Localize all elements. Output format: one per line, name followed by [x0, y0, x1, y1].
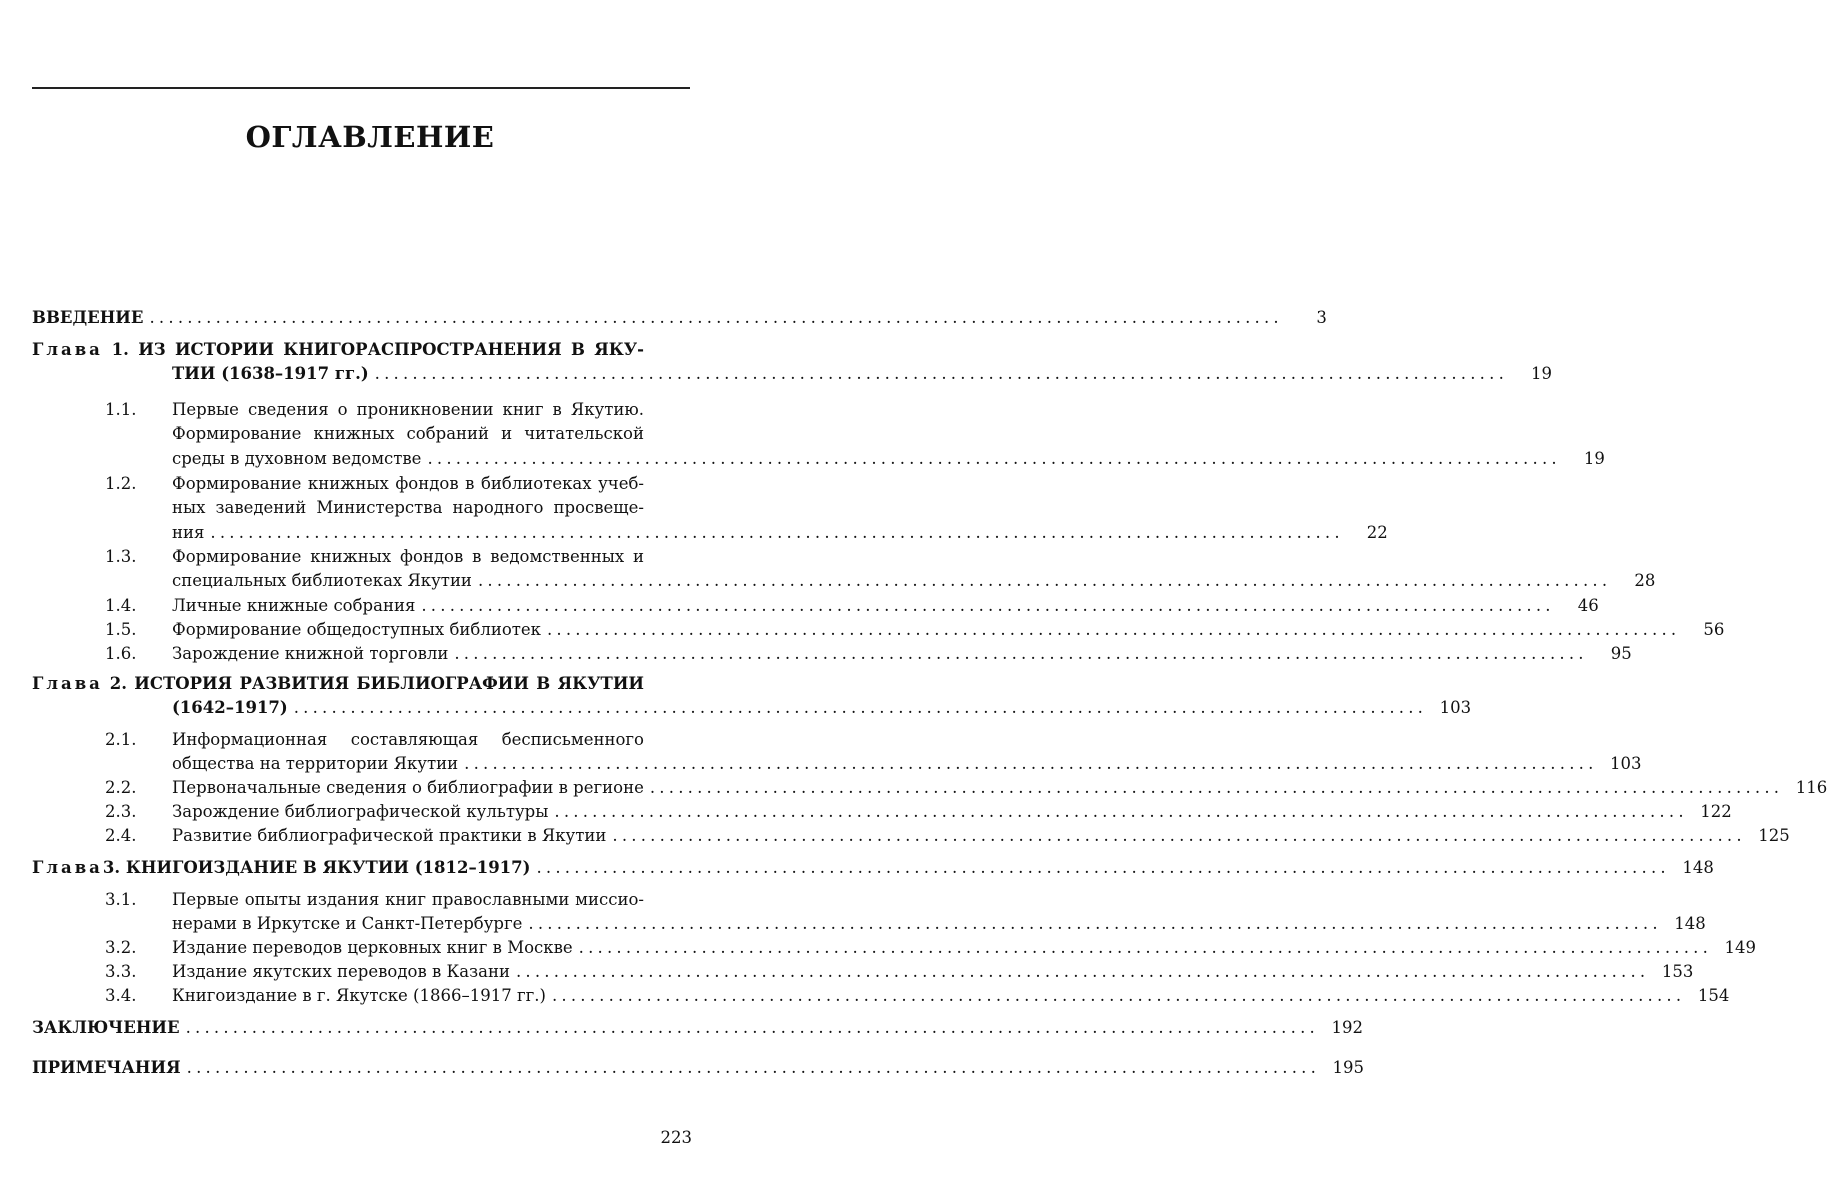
page-title: ОГЛАВЛЕНИЕ [245, 120, 495, 154]
toc-entry-number: 1.3. [105, 547, 137, 566]
toc-entry-line [32, 306, 1327, 330]
toc-entry-line [32, 824, 1790, 848]
toc-entry[interactable] [32, 984, 1730, 1008]
chapter-prefix: Глава [32, 340, 103, 359]
toc-entry[interactable] [32, 338, 1553, 387]
toc-entry-text: Формирование книжных фондов в библиотеках учеб- [172, 474, 644, 493]
toc-entry-number: 1.5. [105, 620, 137, 639]
dot-leader: ........................................................................................................................ [421, 596, 1555, 615]
toc-page-number: 192 [1331, 1018, 1363, 1037]
toc-entry[interactable] [32, 728, 1642, 777]
toc-entry-text: Личные книжные собрания [172, 596, 416, 615]
toc-entry-line [32, 338, 644, 362]
toc-entry-line [32, 472, 644, 496]
toc-entry-line [32, 1056, 1365, 1080]
toc-page-number: 46 [1577, 596, 1599, 615]
toc-page-number: 3 [1316, 308, 1327, 327]
toc-entry-text: среды в духовном ведомстве [172, 448, 422, 468]
dot-leader: ........................................................................................................................ [528, 914, 1662, 934]
toc-entry-line [32, 672, 644, 696]
toc-entry-line [32, 936, 1757, 960]
toc-entry-text: 1. ИЗ ИСТОРИИ КНИГОРАСПРОСТРАНЕНИЯ В ЯКУ- [111, 340, 644, 359]
dot-leader: ........................................................................................................................ [427, 448, 1561, 468]
toc-entry-line [32, 642, 1632, 666]
toc-entry-line [32, 696, 1472, 720]
toc-entry[interactable] [32, 824, 1790, 848]
toc-entry-line [32, 856, 1714, 880]
toc-entry-number: 3.4. [105, 986, 137, 1005]
toc-entry-text: специальных библиотеках Якутии [172, 571, 472, 591]
toc-entry[interactable] [32, 642, 1632, 666]
toc-page-number: 195 [1332, 1058, 1365, 1077]
toc-entry-line [32, 545, 644, 569]
toc-entry-line [32, 398, 644, 422]
toc-page-number: 153 [1661, 962, 1694, 981]
dot-leader: ........................................................................................................................ [149, 308, 1283, 327]
dot-leader: ........................................................................................................................ [464, 754, 1598, 774]
toc-entry[interactable] [32, 1056, 1365, 1080]
toc-entry-text: Формирование книжных собраний и читательской [172, 424, 644, 444]
toc-entry[interactable] [32, 594, 1599, 618]
toc-entry-text: Формирование книжных фондов в ведомственных и [172, 547, 644, 566]
dot-leader: ........................................................................................................................ [515, 962, 1650, 981]
toc-entry-line [32, 496, 644, 520]
toc-entry[interactable] [32, 472, 1388, 545]
toc-entry-text: ных заведений Министерства народного просвеще- [172, 498, 644, 518]
toc-page-number: 125 [1758, 826, 1790, 845]
toc-entry-number: 3.2. [105, 938, 137, 957]
toc-entry-text: общества на территории Якутии [172, 754, 459, 774]
toc-entry-number: 2.1. [105, 730, 137, 749]
toc-page-number: 148 [1674, 914, 1706, 934]
toc-entry-text: ния [172, 522, 205, 542]
toc-page-number: 19 [1583, 448, 1605, 468]
toc-entry-number: 3.1. [105, 890, 137, 909]
toc-entry-text: ВВЕДЕНИЕ [32, 308, 144, 327]
toc-page-number: 95 [1610, 644, 1632, 663]
dot-leader: ........................................................................................................................ [293, 698, 1428, 718]
dot-leader: ........................................................................................................................ [578, 938, 1713, 957]
toc-entry-text: Информационная составляющая бесписьменного [172, 730, 644, 749]
dot-leader: ........................................................................................................................ [554, 802, 1688, 821]
toc-entry-text: нерами в Иркутске и Санкт-Петербурге [172, 914, 523, 934]
toc-entry-text: Развитие библиографической практики в Якутии [172, 826, 607, 845]
toc-entry[interactable] [32, 856, 1714, 880]
toc-entry-text: Формирование общедоступных библиотек [172, 620, 541, 639]
toc-entry-number: 1.4. [105, 596, 137, 615]
toc-entry-line [32, 422, 644, 446]
toc-entry-text: Зарождение библиографической культуры [172, 802, 549, 821]
toc-entry-line [32, 984, 1730, 1008]
toc-entry[interactable] [32, 776, 1827, 800]
toc-entry-text: Первоначальные сведения о библиографии в регионе [172, 778, 644, 797]
toc-entry-line [32, 618, 1725, 642]
toc-entry-text: ЗАКЛЮЧЕНИЕ [32, 1018, 180, 1037]
toc-entry-line [32, 912, 1706, 936]
toc-entry-line [32, 362, 1553, 386]
toc-entry-line [32, 728, 644, 752]
toc-page-number: 149 [1724, 938, 1757, 957]
dot-leader: ........................................................................................................................ [612, 826, 1746, 845]
toc-page-number: 103 [1610, 754, 1642, 774]
chapter-prefix: Глава [32, 674, 103, 693]
dot-leader: ........................................................................................................................ [374, 364, 1509, 384]
toc-entry-line [32, 1016, 1363, 1040]
toc-entry[interactable] [32, 888, 1706, 937]
toc-page-number: 22 [1366, 522, 1388, 542]
toc-page-number: 103 [1439, 698, 1472, 718]
toc-entry-text: (1642–1917) [172, 698, 288, 718]
toc-entry-text: ТИИ (1638–1917 гг.) [172, 364, 369, 384]
toc-entry[interactable] [32, 1016, 1363, 1040]
toc-entry-text: ПРИМЕЧАНИЯ [32, 1058, 181, 1077]
dot-leader: ........................................................................................................................ [477, 571, 1612, 591]
dot-leader: ........................................................................................................................ [454, 644, 1588, 663]
toc-entry-number: 1.6. [105, 644, 137, 663]
dot-leader: ........................................................................................................................ [551, 986, 1686, 1005]
toc-entry-line [32, 447, 1605, 471]
toc-entry[interactable] [32, 960, 1694, 984]
toc-page-number: 154 [1697, 986, 1730, 1005]
dot-leader: ........................................................................................................................ [186, 1058, 1321, 1077]
toc-entry[interactable] [32, 936, 1757, 960]
header-rule [32, 87, 690, 89]
toc-entry-line [32, 888, 644, 912]
toc-entry-number: 1.1. [105, 400, 137, 419]
toc-entry-text: 2. ИСТОРИЯ РАЗВИТИЯ БИБЛИОГРАФИИ В ЯКУТИИ [109, 674, 644, 693]
toc-page-number: 56 [1703, 620, 1725, 639]
toc-entry-line [32, 521, 1388, 545]
toc-page-number: 122 [1700, 802, 1732, 821]
toc-entry-number: 2.3. [105, 802, 137, 821]
toc-page-number: 19 [1531, 364, 1553, 384]
toc-entry[interactable] [32, 618, 1725, 642]
toc-entry-line [32, 960, 1694, 984]
chapter-prefix: Глава [32, 858, 103, 877]
toc-page-number: 116 [1795, 778, 1827, 797]
toc-entry-number: 2.4. [105, 826, 137, 845]
toc-entry-line [32, 800, 1732, 824]
page-number: 223 [660, 1128, 692, 1147]
dot-leader: ........................................................................................................................ [546, 620, 1681, 639]
toc-entry[interactable] [32, 545, 1656, 594]
dot-leader: ........................................................................................................................ [210, 522, 1344, 542]
toc-entry[interactable] [32, 672, 1472, 721]
toc-entry[interactable] [32, 306, 1327, 330]
toc-entry-text: Первые сведения о проникновении книг в Якутию. [172, 400, 644, 419]
toc-entry-text: Издание переводов церковных книг в Москве [172, 938, 573, 957]
toc-entry-line [32, 569, 1656, 593]
dot-leader: ........................................................................................................................ [536, 858, 1670, 877]
toc-page-number: 28 [1634, 571, 1656, 591]
toc-entry-line [32, 752, 1642, 776]
dot-leader: ........................................................................................................................ [185, 1018, 1319, 1037]
toc-entry-text: Первые опыты издания книг православными миссио- [172, 890, 644, 909]
toc-entry-line [32, 594, 1599, 618]
toc-entry-text: Зарождение книжной торговли [172, 644, 449, 663]
toc-entry-number: 3.3. [105, 962, 137, 981]
toc-page-number: 148 [1682, 858, 1714, 877]
toc-entry-text: Книгоиздание в г. Якутске (1866–1917 гг.) [172, 986, 546, 1005]
toc-entry[interactable] [32, 800, 1732, 824]
dot-leader: ........................................................................................................................ [649, 778, 1784, 797]
toc-entry-text: Издание якутских переводов в Казани [172, 962, 510, 981]
toc-entry-line [32, 776, 1827, 800]
toc-entry[interactable] [32, 398, 1605, 471]
toc-entry-number: 1.2. [105, 474, 137, 493]
toc-entry-text: 3. КНИГОИЗДАНИЕ В ЯКУТИИ (1812–1917) [102, 858, 531, 877]
toc-entry-number: 2.2. [105, 778, 137, 797]
